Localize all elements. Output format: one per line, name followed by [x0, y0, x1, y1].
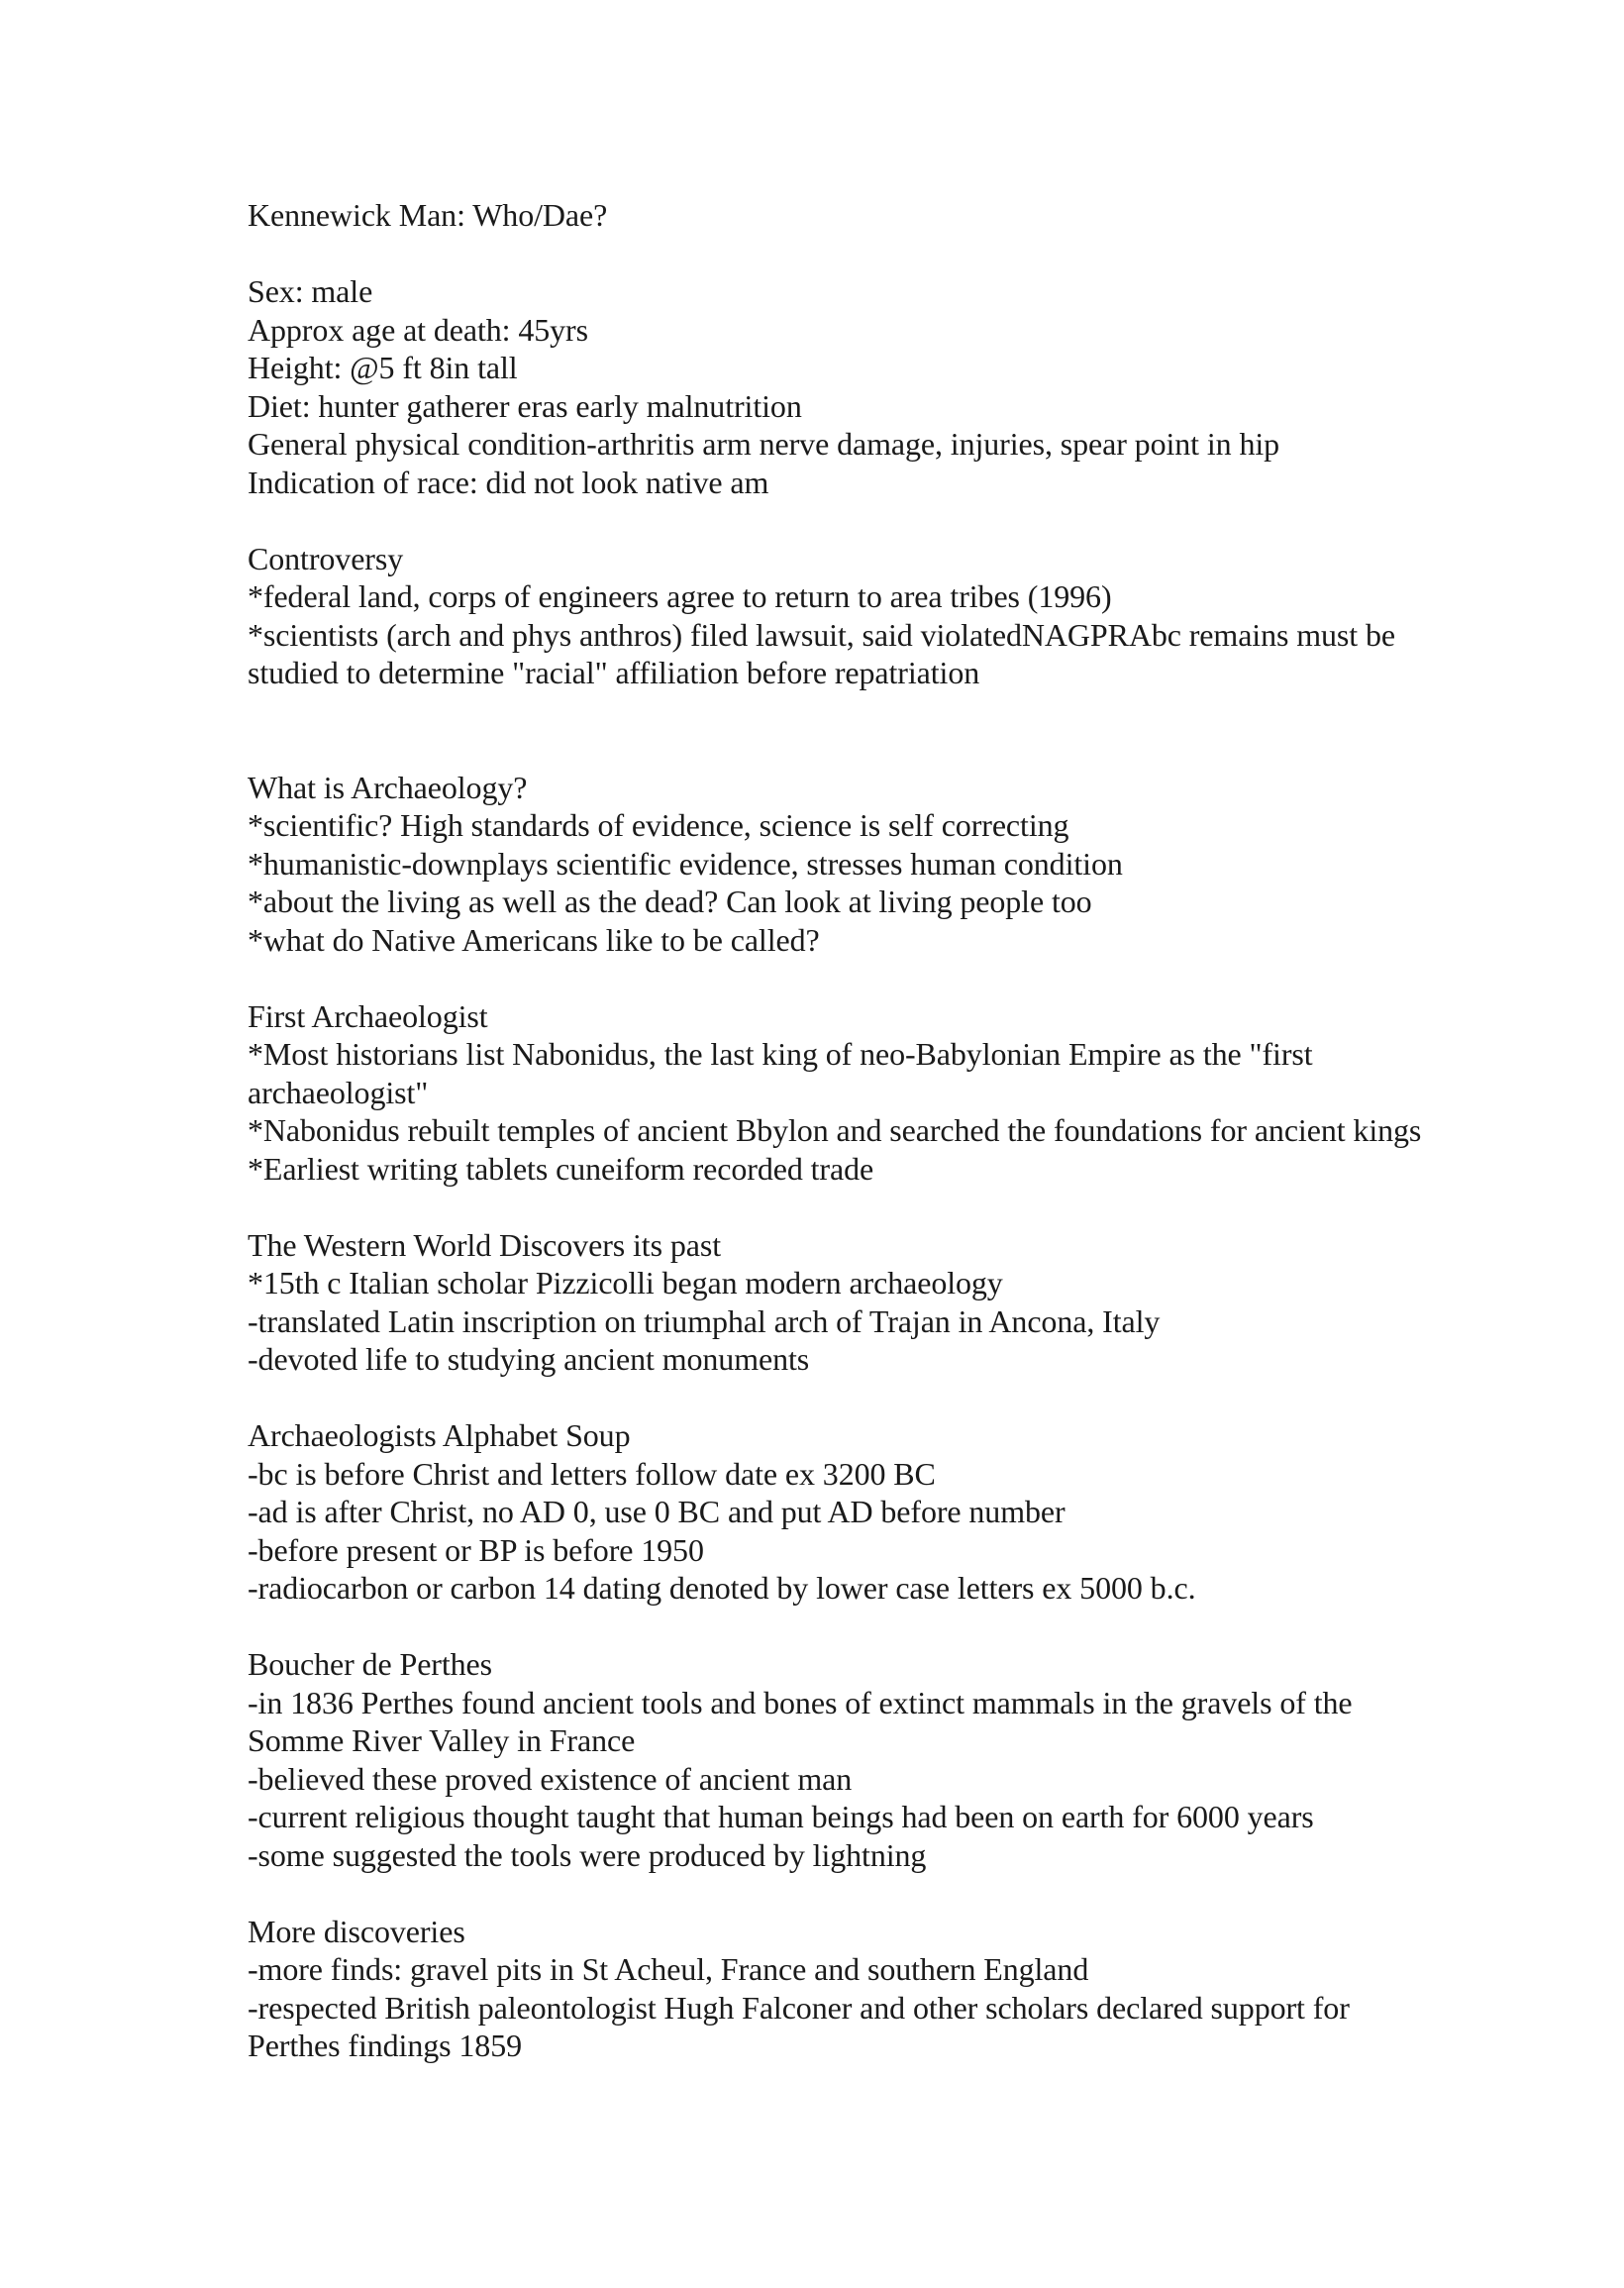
section-western-world: [248, 1226, 1436, 1379]
list-item: *federal land, corps of engineers agree to return to area tribes (1996): [248, 578, 1112, 614]
list-item: *15th c Italian scholar Pizzicolli began modern archaeology: [248, 1265, 1003, 1300]
list-item: -devoted life to studying ancient monuments: [248, 1341, 810, 1377]
section-heading: The Western World Discovers its past: [248, 1226, 721, 1263]
section-controversy: [248, 540, 1436, 692]
list-item: *humanistic-downplays scientific evidence, stresses human condition: [248, 845, 1123, 882]
profile-height: Height: @5 ft 8in tall: [248, 350, 518, 385]
profile-condition: General physical condition-arthritis arm nerve damage, injuries, spear point in hip: [248, 426, 1280, 462]
list-item: -believed these proved existence of ancient man: [248, 1760, 853, 1797]
profile-diet: Diet: hunter gatherer eras early malnutrition: [248, 387, 802, 424]
profile-age: Approx age at death: 45yrs: [248, 311, 588, 348]
list-item: -more finds: gravel pits in St Acheul, France and southern England: [248, 1951, 1089, 1987]
section-title: [248, 196, 1436, 235]
list-item: -radiocarbon or carbon 14 dating denoted by lower case letters ex 5000 b.c.: [248, 1570, 1196, 1606]
section-heading: More discoveries: [248, 1913, 465, 1949]
list-item: -before present or BP is before 1950: [248, 1531, 704, 1568]
section-heading: Archaeologists Alphabet Soup: [248, 1417, 631, 1453]
list-item: *Most historians list Nabonidus, the last king of neo-Babylonian Empire as the "first archaeologist": [248, 1036, 1321, 1110]
document-title: Kennewick Man: Who/Dae?: [248, 197, 608, 233]
section-profile: [248, 272, 1436, 501]
list-item: -bc is before Christ and letters follow date ex 3200 BC: [248, 1455, 936, 1492]
section-heading: First Archaeologist: [248, 997, 488, 1034]
section-heading: Boucher de Perthes: [248, 1646, 493, 1682]
document-page: [248, 196, 1436, 2103]
section-more-discoveries: [248, 1913, 1436, 2065]
list-item: -translated Latin inscription on triumphal arch of Trajan in Ancona, Italy: [248, 1302, 1161, 1339]
list-item: -respected British paleontologist Hugh Falconer and other scholars declared support for Perthes findings 1859: [248, 1989, 1358, 2063]
list-item: -some suggested the tools were produced by lightning: [248, 1836, 927, 1873]
list-item: *about the living as well as the dead? Can look at living people too: [248, 884, 1092, 919]
section-first-archaeologist: [248, 997, 1436, 1189]
section-heading: Controversy: [248, 540, 404, 576]
list-item: *scientific? High standards of evidence, science is self correcting: [248, 807, 1069, 843]
list-item: -in 1836 Perthes found ancient tools and bones of extinct mammals in the gravels of the Somme River Valley in France: [248, 1684, 1361, 1758]
profile-sex: Sex: male: [248, 273, 373, 309]
section-boucher-de-perthes: [248, 1645, 1436, 1874]
section-what-is-archaeology: [248, 769, 1436, 960]
profile-race: Indication of race: did not look native am: [248, 464, 769, 500]
section-heading: What is Archaeology?: [248, 769, 528, 805]
list-item: -ad is after Christ, no AD 0, use 0 BC and put AD before number: [248, 1494, 1066, 1529]
list-item: *Nabonidus rebuilt temples of ancient Bbylon and searched the foundations for ancient kings: [248, 1112, 1422, 1148]
list-item: *Earliest writing tablets cuneiform recorded trade: [248, 1150, 874, 1187]
list-item: *what do Native Americans like to be called?: [248, 921, 820, 958]
list-item: -current religious thought taught that human beings had been on earth for 6000 years: [248, 1799, 1314, 1834]
section-alphabet-soup: [248, 1416, 1436, 1608]
list-item: *scientists (arch and phys anthros) filed lawsuit, said violatedNAGPRAbc remains must be studied to determine "racial" affiliation before repatriation: [248, 616, 1403, 690]
